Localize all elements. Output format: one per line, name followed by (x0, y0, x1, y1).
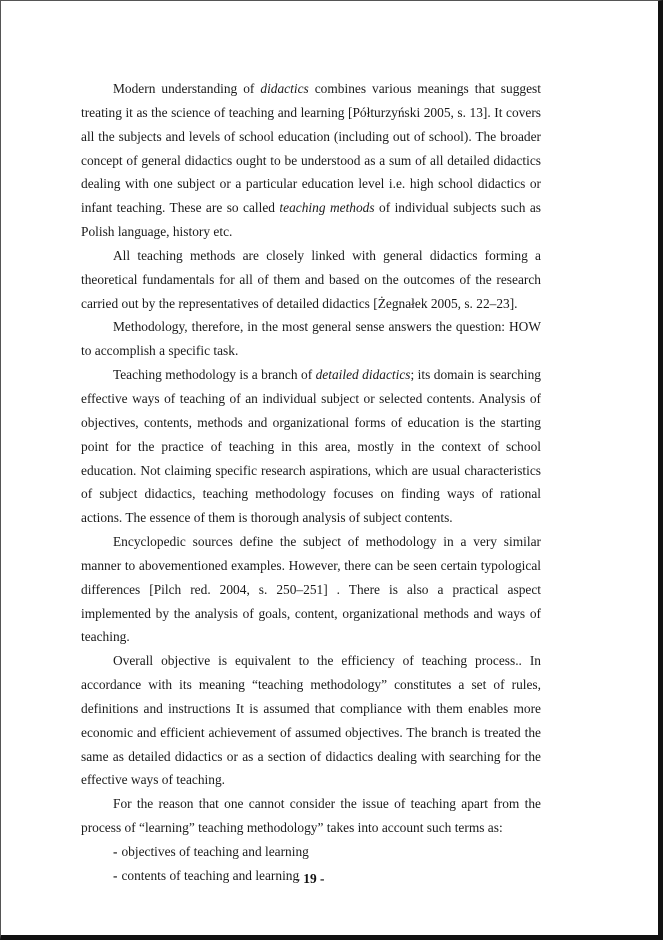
text-run: Overall objective is equivalent to the efficiency of teaching process.. In accordance with its meaning “teaching methodology” constitutes a set of rules, definitions and instructions It is assumed that compliance with them enables more economic and efficient achievement of assumed objectives. The branch is treated the same as detailed didactics or as a section of didactics dealing with searching for the effective ways of teaching. (81, 653, 541, 788)
list-item (81, 840, 541, 864)
paragraph-1 (81, 77, 541, 244)
list-dash: - (113, 844, 118, 859)
text-run: of individual subjects such as Polish language, history etc. (81, 200, 541, 240)
paragraph-7 (81, 792, 541, 840)
page-number: - 19 - (295, 871, 325, 886)
text-run: Teaching methodology is a branch of (113, 367, 316, 383)
paragraph-3 (81, 315, 541, 363)
list-item-text: contents of teaching and learning (121, 867, 300, 883)
paragraph-5 (81, 530, 541, 649)
document-body (81, 77, 541, 888)
paragraph-4 (81, 363, 541, 530)
text-run: Modern understanding of (113, 81, 261, 96)
text-run: All teaching methods are closely linked with general didactics forming a theoretical fundamentals for all of them and based on the outcomes of the research carried out by the representatives of detailed didactics [Żegnałek 2005, s. 22–23]. (81, 247, 541, 311)
list-item-text: objectives of teaching and learning (121, 844, 309, 859)
text-run: combines various meanings that suggest treating it as the science of teaching and learning [Półturzyński 2005, s. 13]. It covers all the subjects and levels of school education (including out of school). The broader concept of general didactics ought to be understood as a sum of all detailed didactics dealing with one subject or a particular education level i.e. high school didactics or infant teaching. These are so called (81, 81, 541, 216)
text-run: Encyclopedic sources define the subject of methodology in a very similar manner to abovementioned examples. However, there can be seen certain typological differences [Pilch red. 2004, s. 250–251] . There is also a practical aspect implemented by the analysis of goals, content, organizational methods and ways of teaching. (81, 534, 541, 645)
text-run: ; its domain is searching effective ways of teaching of an individual subject or selected contents. Analysis of objectives, contents, methods and organizational forms of education is the starting point for the practice of teaching in this area, mostly in the context of school education. Not claiming specific research aspirations, which are usual characteristics of subject didactics, teaching methodology focuses on finding ways of rational actions. The essence of them is thorough analysis of subject contents. (81, 367, 542, 526)
paragraph-2 (81, 244, 541, 316)
list-dash: - (113, 867, 118, 883)
italic-text: teaching methods (279, 200, 375, 216)
italic-text: detailed didactics (315, 367, 411, 383)
text-run: Methodology, therefore, in the most general sense answers the question: HOW to accomplish a specific task. (81, 319, 541, 359)
paragraph-6 (81, 649, 541, 792)
italic-text: didactics (260, 81, 309, 96)
text-run: For the reason that one cannot consider the issue of teaching apart from the process of “learning” teaching methodology” takes into account such terms as: (81, 796, 541, 836)
